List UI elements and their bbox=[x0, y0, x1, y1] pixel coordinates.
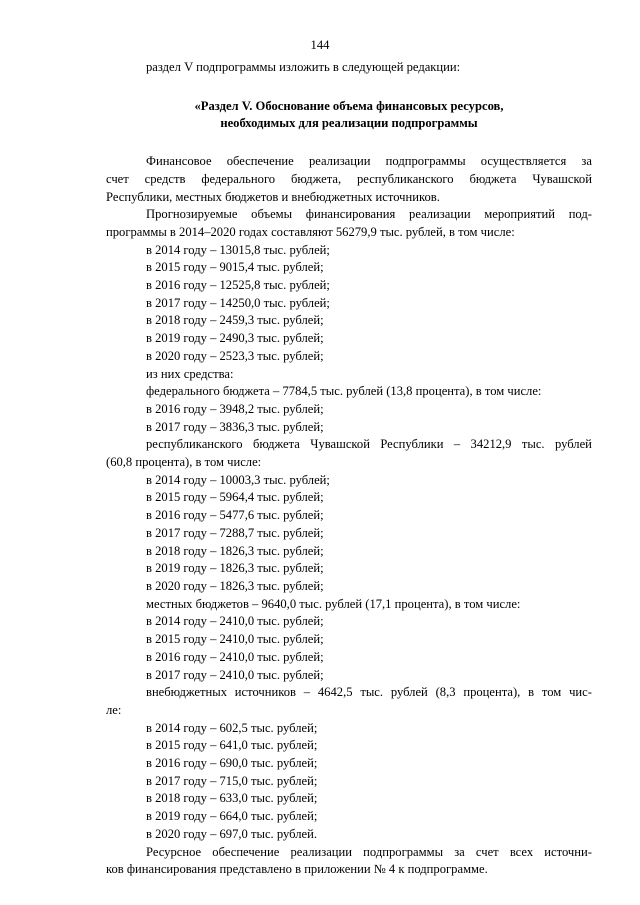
year-amount-line: в 2014 году – 2410,0 тыс. рублей; bbox=[146, 614, 324, 629]
word: в bbox=[528, 685, 535, 700]
year-amount-line: в 2020 году – 1826,3 тыс. рублей; bbox=[146, 578, 324, 593]
word: бюджета bbox=[469, 171, 517, 186]
of-which-line: из них средства: bbox=[146, 366, 234, 381]
word: (8,3 bbox=[435, 685, 456, 700]
federal-budget-line: федерального бюджета – 7784,5 тыс. рублей (13,8 процента), в том числе: bbox=[146, 384, 542, 399]
republic-budget-line: (60,8 процента), в том числе: bbox=[106, 455, 262, 470]
year-amount-line: в 2015 году – 5964,4 тыс. рублей; bbox=[146, 490, 324, 505]
year-amount-line: в 2016 году – 690,0 тыс. рублей; bbox=[146, 756, 318, 771]
word: счет bbox=[475, 844, 499, 859]
word: Чувашской bbox=[532, 171, 592, 186]
republic-budget-line bbox=[106, 436, 592, 454]
year-amount-line: в 2016 году – 5477,6 тыс. рублей; bbox=[146, 508, 324, 523]
republic-by-year-list bbox=[106, 472, 592, 596]
word: тыс. bbox=[360, 685, 384, 700]
word: всех bbox=[509, 844, 534, 859]
year-amount-line: в 2017 году – 14250,0 тыс. рублей; bbox=[146, 295, 330, 310]
local-budget-line: местных бюджетов – 9640,0 тыс. рублей (17,1 процента), в том числе: bbox=[146, 596, 521, 611]
word: реализации bbox=[409, 207, 471, 222]
word: реализации bbox=[308, 154, 371, 169]
word: – bbox=[453, 437, 461, 452]
paragraph-line: Республики, местных бюджетов и внебюджетных источников. bbox=[106, 189, 440, 204]
word: средств bbox=[144, 171, 186, 186]
federal-by-year-list bbox=[106, 401, 592, 436]
word: чис- bbox=[569, 685, 592, 700]
year-amount-line: в 2020 году – 2523,3 тыс. рублей; bbox=[146, 348, 324, 363]
word: бюджета, bbox=[291, 171, 342, 186]
word: подпрограммы bbox=[363, 844, 444, 859]
year-amount-line: в 2015 году – 641,0 тыс. рублей; bbox=[146, 738, 318, 753]
word: внебюджетных bbox=[146, 685, 227, 700]
word: федерального bbox=[201, 171, 276, 186]
heading-line: «Раздел V. Обоснование объема финансовых ресурсов, bbox=[194, 98, 504, 113]
word: под- bbox=[568, 207, 592, 222]
word: источников bbox=[234, 685, 296, 700]
word: республиканского bbox=[357, 171, 454, 186]
year-amount-line: в 2017 году – 3836,3 тыс. рублей; bbox=[146, 419, 324, 434]
year-amount-line: в 2019 году – 664,0 тыс. рублей; bbox=[146, 809, 318, 824]
year-amount-line: в 2018 году – 1826,3 тыс. рублей; bbox=[146, 543, 324, 558]
year-amount-line: в 2015 году – 2410,0 тыс. рублей; bbox=[146, 632, 324, 647]
word: Чувашской bbox=[310, 437, 370, 452]
year-amount-line: в 2016 году – 12525,8 тыс. рублей; bbox=[146, 278, 330, 293]
year-amount-line: в 2017 году – 715,0 тыс. рублей; bbox=[146, 773, 318, 788]
word: осуществляется bbox=[480, 154, 567, 169]
word: обеспечение bbox=[226, 154, 294, 169]
word: реализации bbox=[290, 844, 353, 859]
word: мероприятий bbox=[484, 207, 555, 222]
extrabudgetary-line bbox=[106, 684, 592, 702]
intro-line: раздел V подпрограммы изложить в следующей редакции: bbox=[146, 60, 461, 74]
word: Республики bbox=[380, 437, 444, 452]
word: объемы bbox=[251, 207, 293, 222]
word: за bbox=[581, 154, 592, 169]
section-heading bbox=[106, 98, 592, 133]
word: Финансовое bbox=[146, 154, 212, 169]
word: финансирования bbox=[305, 207, 396, 222]
word: счет bbox=[106, 171, 129, 186]
word: рублей bbox=[554, 437, 592, 452]
word: процента), bbox=[463, 685, 521, 700]
extrabudgetary-by-year-list bbox=[106, 720, 592, 844]
year-amount-line: в 2015 году – 9015,4 тыс. рублей; bbox=[146, 260, 324, 275]
closing-line bbox=[106, 844, 592, 862]
year-amount-line: в 2020 году – 697,0 тыс. рублей. bbox=[146, 826, 317, 841]
word: бюджета bbox=[252, 437, 300, 452]
year-amount-line: в 2016 году – 2410,0 тыс. рублей; bbox=[146, 649, 324, 664]
closing-line: ков финансирования представлено в приложении № 4 к подпрограмме. bbox=[106, 862, 488, 877]
paragraph-line bbox=[106, 171, 592, 189]
word: обеспечение bbox=[212, 844, 280, 859]
word: подпрограммы bbox=[385, 154, 466, 169]
paragraph-line: программы в 2014–2020 годах составляют 56279,9 тыс. рублей, в том числе: bbox=[106, 224, 515, 239]
year-amount-line: в 2018 году – 633,0 тыс. рублей; bbox=[146, 791, 318, 806]
word: 4642,5 bbox=[317, 685, 353, 700]
paragraph-line bbox=[106, 153, 592, 171]
word: Ресурсное bbox=[146, 844, 202, 859]
total-by-year-list bbox=[106, 242, 592, 366]
word: – bbox=[303, 685, 311, 700]
year-amount-line: в 2014 году – 10003,3 тыс. рублей; bbox=[146, 472, 330, 487]
year-amount-line: в 2018 году – 2459,3 тыс. рублей; bbox=[146, 313, 324, 328]
year-amount-line: в 2019 году – 2490,3 тыс. рублей; bbox=[146, 331, 324, 346]
page-number: 144 bbox=[310, 38, 330, 52]
document-body bbox=[106, 59, 592, 879]
local-by-year-list bbox=[106, 613, 592, 684]
year-amount-line: в 2014 году – 602,5 тыс. рублей; bbox=[146, 720, 318, 735]
year-amount-line: в 2017 году – 2410,0 тыс. рублей; bbox=[146, 667, 324, 682]
year-amount-line: в 2016 году – 3948,2 тыс. рублей; bbox=[146, 401, 324, 416]
word: источни- bbox=[544, 844, 592, 859]
word: республиканского bbox=[146, 437, 243, 452]
paragraph-line bbox=[106, 206, 592, 224]
word: рублей bbox=[390, 685, 428, 700]
word: тыс. bbox=[521, 437, 545, 452]
word: 34212,9 bbox=[470, 437, 512, 452]
year-amount-line: в 2017 году – 7288,7 тыс. рублей; bbox=[146, 525, 324, 540]
year-amount-line: в 2019 году – 1826,3 тыс. рублей; bbox=[146, 561, 324, 576]
year-amount-line: в 2014 году – 13015,8 тыс. рублей; bbox=[146, 242, 330, 257]
word: том bbox=[541, 685, 562, 700]
word: Прогнозируемые bbox=[146, 207, 238, 222]
extrabudgetary-line: ле: bbox=[106, 702, 122, 717]
heading-line: необходимых для реализации подпрограммы bbox=[220, 116, 478, 131]
word: за bbox=[454, 844, 465, 859]
